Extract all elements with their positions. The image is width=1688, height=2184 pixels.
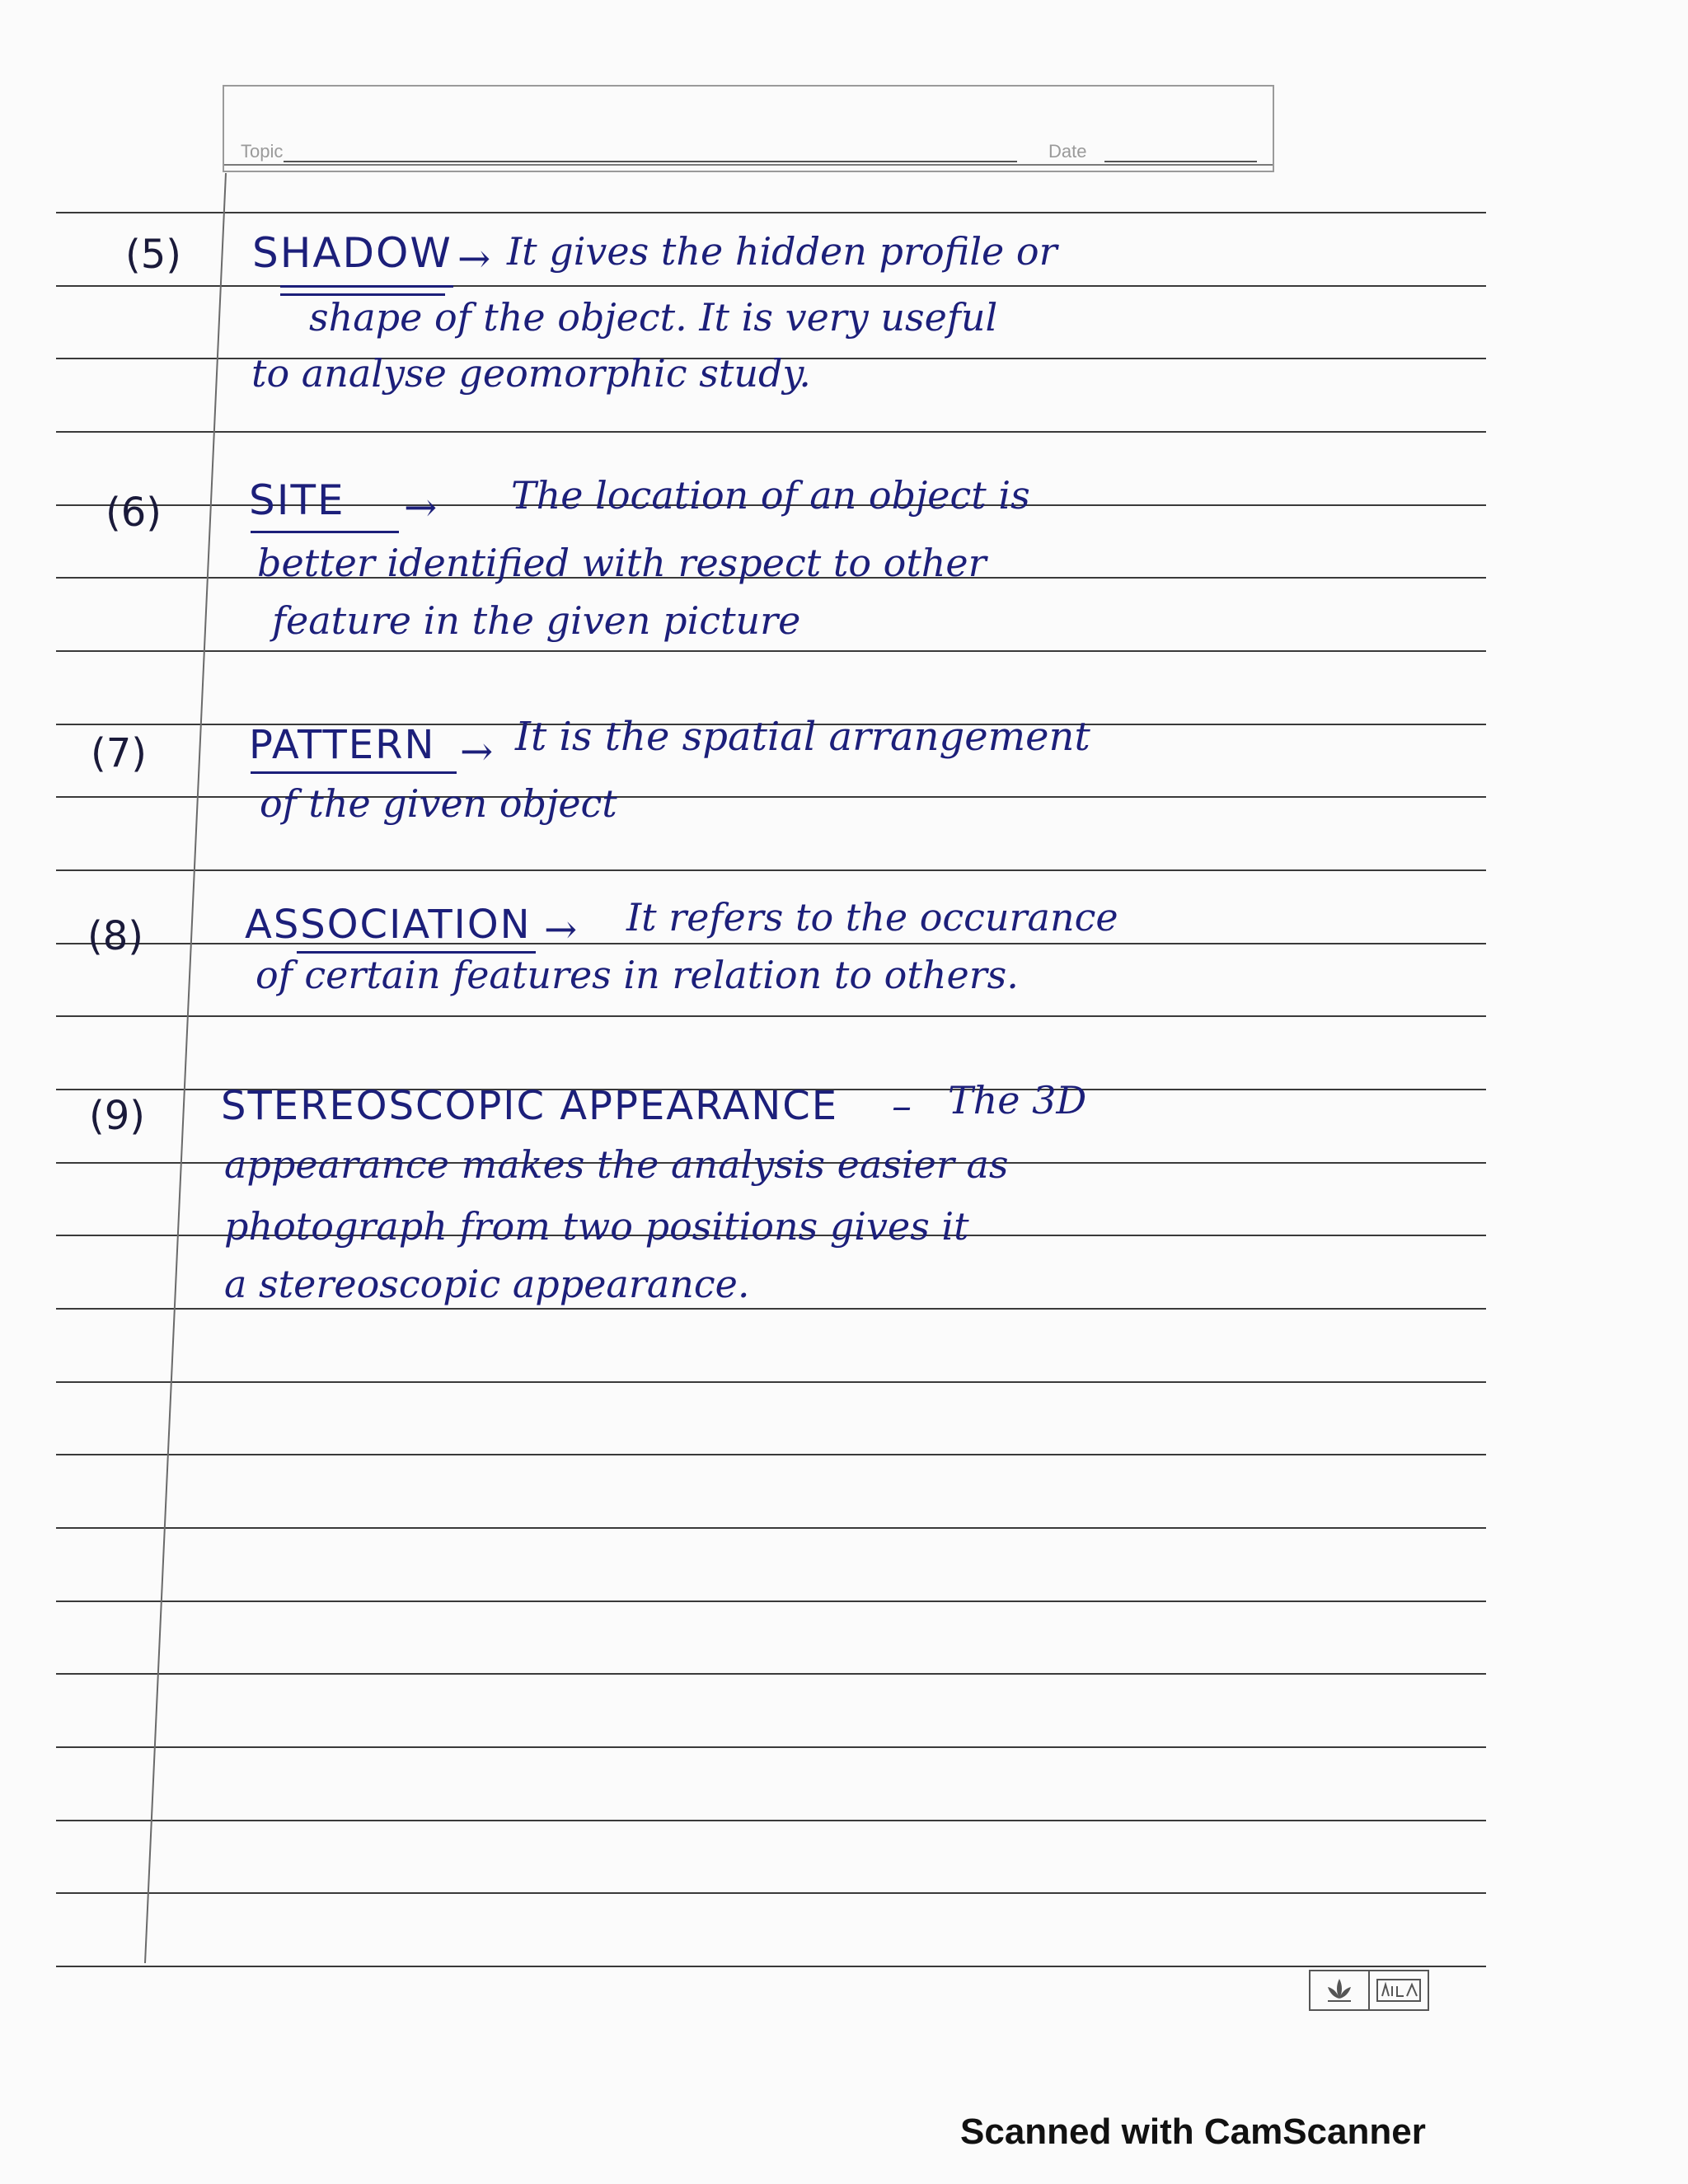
entry-title: PATTERN xyxy=(249,722,436,768)
topic-label: Topic xyxy=(241,141,284,162)
entry-line: of certain features in relation to others. xyxy=(256,953,1019,997)
date-label: Date xyxy=(1048,141,1087,162)
lotus-icon xyxy=(1311,1971,1370,2009)
entry-number: (7) xyxy=(91,730,147,776)
entry-line: shape of the object. It is very useful xyxy=(309,295,998,340)
entry-line: appearance makes the analysis easier as xyxy=(224,1142,1009,1187)
entry-line: The location of an object is xyxy=(511,473,1030,518)
entry-number: (8) xyxy=(87,913,143,959)
entry-arrow: – xyxy=(892,1083,912,1129)
entry-line: feature in the given picture xyxy=(272,598,801,643)
entry-number: (9) xyxy=(89,1093,145,1139)
entry-line: It gives the hidden profile or xyxy=(507,229,1057,274)
notebook-brand-logo xyxy=(1309,1970,1429,2011)
entry-arrow: → xyxy=(404,485,438,531)
entry-arrow: → xyxy=(457,236,491,282)
title-underline xyxy=(280,285,453,288)
entry-title: ASSOCIATION xyxy=(245,902,532,948)
entry-arrow: → xyxy=(460,729,494,775)
entry-line: It refers to the occurance xyxy=(626,895,1118,940)
camscanner-watermark: Scanned with CamScanner xyxy=(960,2111,1426,2152)
entry-line: photograph from two positions gives it xyxy=(224,1204,969,1249)
title-underline xyxy=(251,771,457,774)
entry-number: (6) xyxy=(106,490,162,536)
entry-title: SHADOW xyxy=(252,229,452,277)
entry-line: to analyse geomorphic study. xyxy=(251,351,811,396)
entry-title: SITE xyxy=(249,476,345,524)
entry-arrow: → xyxy=(544,907,578,953)
entry-line: a stereoscopic appearance. xyxy=(224,1262,750,1306)
brand-wordmark xyxy=(1370,1971,1428,2009)
entry-line: better identified with respect to other xyxy=(257,541,987,585)
entry-title: STEREOSCOPIC APPEARANCE xyxy=(221,1083,839,1129)
entry-line: It is the spatial arrangement xyxy=(515,714,1090,760)
entry-line: of the given object xyxy=(260,781,617,826)
entry-number: (5) xyxy=(125,232,181,278)
title-underline xyxy=(251,531,399,533)
entry-line: The 3D xyxy=(948,1078,1087,1122)
